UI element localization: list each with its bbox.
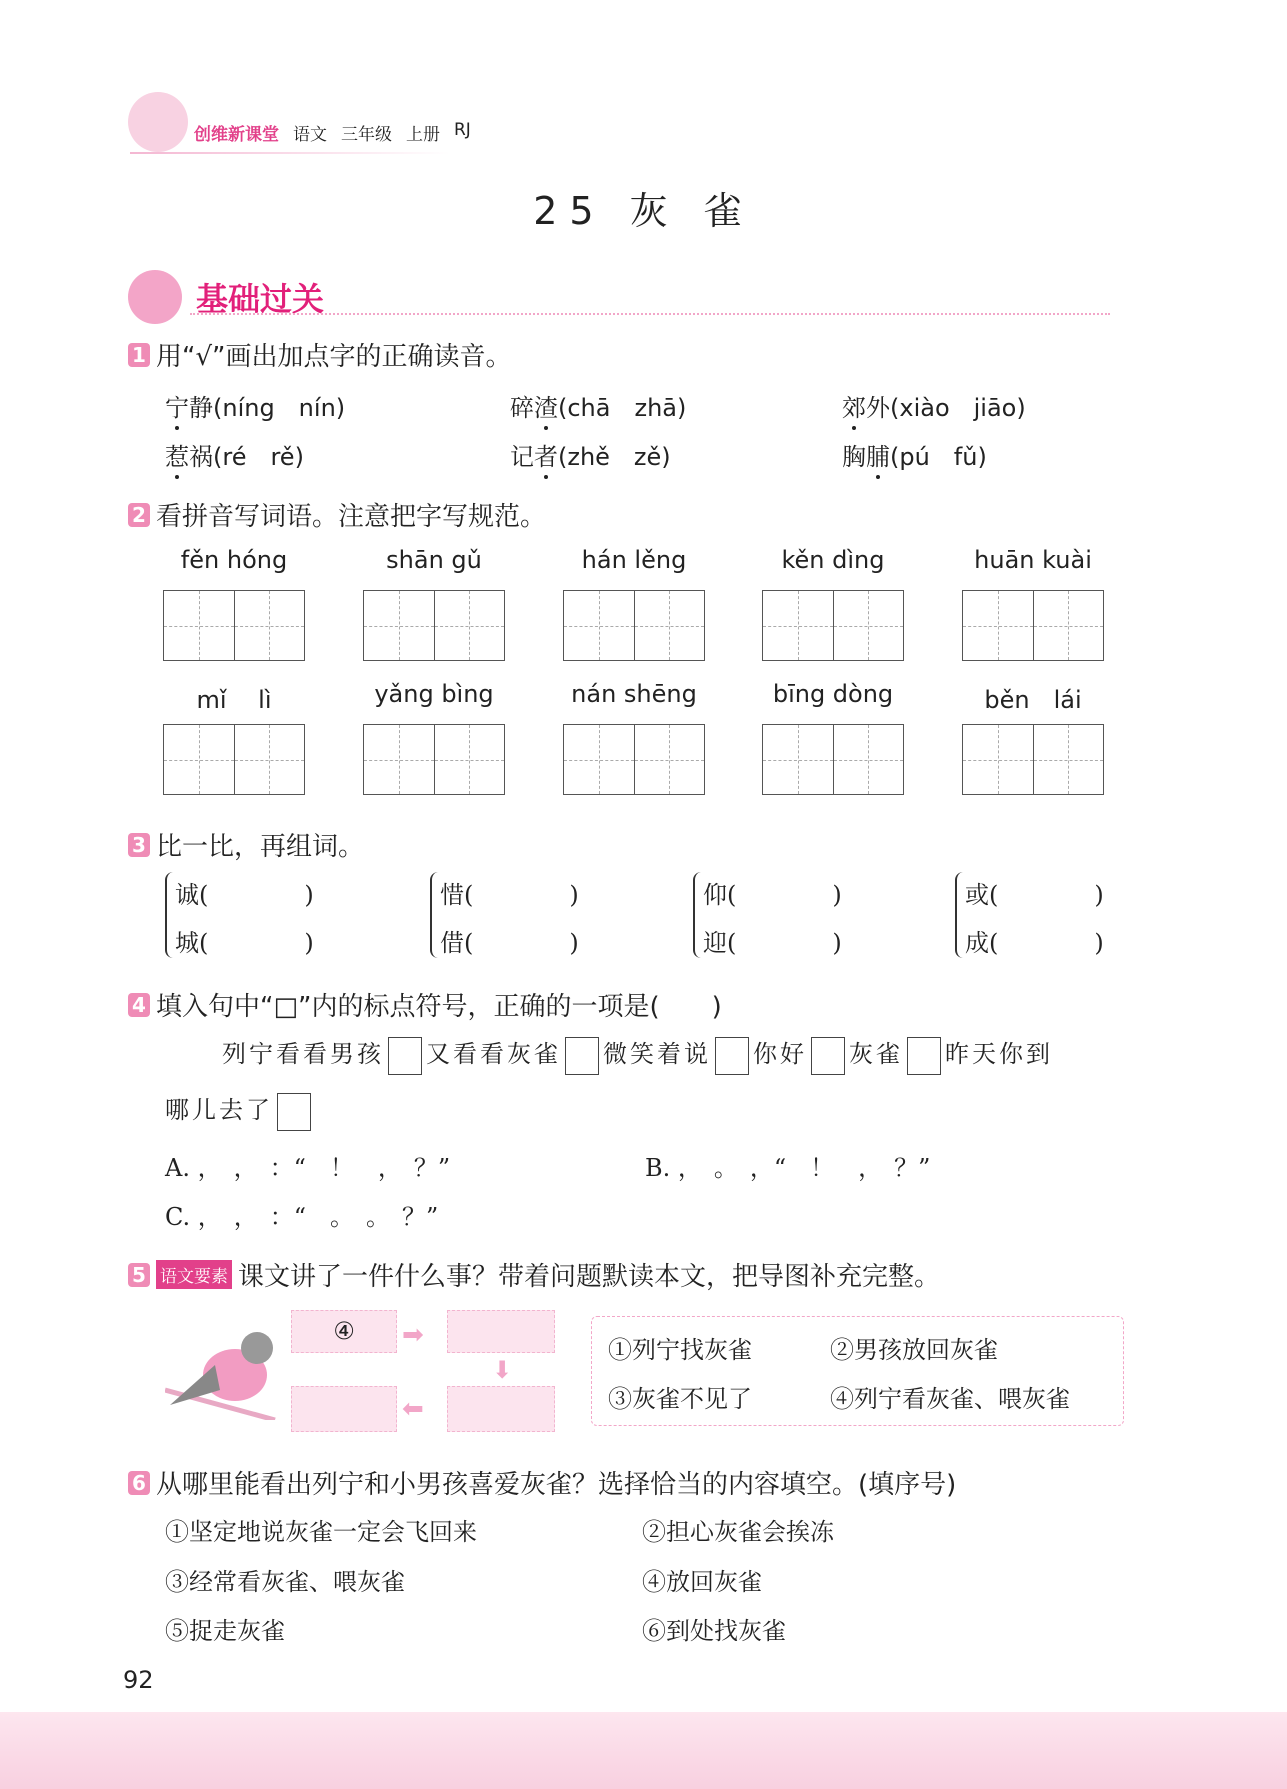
choice-4: ④列宁看灰雀、喂灰雀 — [830, 1385, 1070, 1413]
q4-sentence — [222, 1034, 1053, 1075]
q6-text: 从哪里能看出列宁和小男孩喜爱灰雀？选择恰当的内容填空。(填序号) — [156, 1470, 957, 1500]
reading-item — [842, 437, 987, 472]
page-number: 92 — [123, 1666, 154, 1694]
character: 脯 — [866, 443, 890, 471]
section-header — [128, 270, 324, 324]
grid-cell[interactable] — [635, 591, 705, 660]
writing-grid[interactable] — [762, 724, 904, 795]
pinyin-label: shān gǔ — [386, 546, 482, 574]
option-b[interactable]: B. ， 。 ，“ ！ ， ？” — [645, 1154, 931, 1182]
word — [165, 388, 213, 423]
q3-text: 比一比，再组词。 — [156, 832, 365, 862]
grid-cell[interactable] — [763, 591, 834, 660]
grid-cell[interactable] — [435, 725, 505, 794]
choice-2: ②男孩放回灰雀 — [830, 1336, 998, 1364]
reading-item — [165, 388, 345, 423]
pinyin-label: kěn dìng — [781, 546, 885, 574]
grid-cell[interactable] — [963, 725, 1034, 794]
choice-1: ①列宁找灰雀 — [608, 1336, 752, 1364]
character: 祸 — [189, 443, 213, 471]
q5-tag: 语文要素 — [156, 1260, 232, 1289]
edition: RJ — [454, 120, 471, 140]
pinyin-options[interactable]: (zhě zě) — [558, 443, 671, 471]
q6-choice-2: ②担心灰雀会挨冻 — [642, 1518, 834, 1546]
q3-title — [128, 826, 364, 863]
pinyin-label: nán shēng — [571, 680, 697, 708]
sentence-part: 又看看灰雀 — [426, 1040, 561, 1068]
q1-text: 用“√”画出加点字的正确读音。 — [156, 342, 512, 372]
section-divider — [190, 313, 1110, 315]
word — [510, 388, 558, 423]
blank-box[interactable] — [715, 1037, 749, 1075]
writing-grid[interactable] — [563, 724, 705, 795]
compare-item[interactable]: 或( ) — [965, 881, 1104, 909]
arrow-down-icon: ⬇ — [492, 1356, 513, 1384]
compare-item[interactable]: 城( ) — [175, 929, 314, 957]
header-mascot — [128, 92, 188, 152]
character: 惹 — [165, 443, 189, 471]
q5-number: 5 — [128, 1263, 150, 1287]
word — [510, 437, 558, 472]
arrow-right-icon: ➡ — [402, 1320, 424, 1350]
header-line — [130, 152, 450, 154]
brace-icon — [430, 872, 438, 958]
pinyin-options[interactable]: (chā zhā) — [558, 394, 687, 422]
pinyin-label: huān kuài — [974, 546, 1092, 574]
q3-number: 3 — [128, 833, 150, 857]
grade: 三年级 — [341, 125, 392, 145]
pinyin-label: mǐ lì — [196, 686, 272, 714]
q6-choice-3: ③经常看灰雀、喂灰雀 — [165, 1568, 405, 1596]
word — [842, 388, 890, 423]
grid-cell[interactable] — [834, 725, 904, 794]
bird-illustration — [165, 1320, 280, 1420]
q5-text: 课文讲了一件什么事？带着问题默读本文，把导图补充完整。 — [238, 1262, 941, 1292]
blank-box[interactable] — [565, 1037, 599, 1075]
pinyin-label: fěn hóng — [180, 546, 288, 574]
compare-item[interactable]: 成( ) — [965, 929, 1104, 957]
character: 郊 — [842, 394, 866, 422]
writing-grid[interactable] — [163, 590, 305, 661]
flow-box-3[interactable] — [447, 1386, 555, 1432]
compare-item[interactable]: 诚( ) — [175, 881, 314, 909]
sentence-part: 昨天你到 — [945, 1040, 1053, 1068]
flow-box-2[interactable] — [447, 1310, 555, 1353]
writing-grid[interactable] — [762, 590, 904, 661]
sentence-part: 你好 — [753, 1040, 807, 1068]
reading-item — [510, 437, 671, 472]
grid-cell[interactable] — [1034, 725, 1104, 794]
brace-icon — [165, 872, 173, 958]
pinyin-label: yǎng bìng — [374, 680, 494, 708]
grid-cell[interactable] — [564, 725, 635, 794]
grid-cell[interactable] — [235, 725, 305, 794]
blank-box[interactable] — [388, 1037, 422, 1075]
q6-number: 6 — [128, 1471, 150, 1495]
q4-number: 4 — [128, 993, 150, 1017]
reading-item — [842, 388, 1026, 423]
grid-cell[interactable] — [364, 725, 435, 794]
writing-grid[interactable] — [563, 590, 705, 661]
q2-title — [128, 496, 546, 533]
option-c[interactable]: C. ， ， ：“ 。 。 ？” — [165, 1203, 439, 1231]
character: 渣 — [534, 394, 558, 422]
flow-box-1[interactable]: ④ — [291, 1310, 397, 1353]
character: 胸 — [842, 443, 866, 471]
writing-grid[interactable] — [962, 590, 1104, 661]
footer-band — [0, 1712, 1287, 1789]
sentence-part: 列宁看看男孩 — [222, 1040, 384, 1068]
grid-cell[interactable] — [963, 591, 1034, 660]
character: 记 — [510, 443, 534, 471]
reading-item — [510, 388, 686, 423]
sentence-part: 灰雀 — [849, 1040, 903, 1068]
q5-title — [128, 1256, 940, 1293]
grid-cell[interactable] — [763, 725, 834, 794]
pinyin-label: hán lěng — [581, 546, 687, 574]
pinyin-options[interactable]: (ré rě) — [213, 443, 304, 471]
q6-title — [128, 1464, 956, 1501]
arrow-left-icon: ⬅ — [402, 1394, 424, 1424]
pinyin-label: běn lái — [984, 686, 1082, 714]
grid-cell[interactable] — [635, 725, 705, 794]
character: 外 — [866, 394, 890, 422]
q1-title — [128, 336, 512, 373]
mascot-icon — [128, 270, 182, 324]
q1-number: 1 — [128, 343, 150, 367]
sentence-part: 微笑着说 — [603, 1040, 711, 1068]
pinyin-options[interactable]: (xiào jiāo) — [890, 394, 1026, 422]
writing-grid[interactable] — [363, 590, 505, 661]
grid-cell[interactable] — [364, 591, 435, 660]
grid-cell[interactable] — [564, 591, 635, 660]
compare-item[interactable]: 惜( ) — [440, 881, 579, 909]
compare-item[interactable]: 迎( ) — [703, 929, 842, 957]
grid-cell[interactable] — [435, 591, 505, 660]
blank-box[interactable] — [811, 1037, 845, 1075]
q6-choice-5: ⑤捉走灰雀 — [165, 1617, 285, 1645]
compare-item[interactable]: 借( ) — [440, 929, 579, 957]
pinyin-options[interactable]: (pú fǔ) — [890, 443, 987, 471]
character: 宁 — [165, 394, 189, 422]
character: 静 — [189, 394, 213, 422]
header — [194, 120, 471, 145]
choice-3: ③灰雀不见了 — [608, 1385, 752, 1413]
grid-cell[interactable] — [1034, 591, 1104, 660]
q4-title — [128, 986, 722, 1023]
grid-cell[interactable] — [164, 725, 235, 794]
word — [842, 437, 890, 472]
q4-text: 填入句中“□”内的标点符号，正确的一项是( ) — [156, 992, 722, 1022]
brace-icon — [955, 872, 963, 958]
subject: 语文 — [293, 125, 327, 145]
character: 碎 — [510, 394, 534, 422]
grid-cell[interactable] — [235, 591, 305, 660]
q6-choice-4: ④放回灰雀 — [642, 1568, 762, 1596]
writing-grid[interactable] — [962, 724, 1104, 795]
option-a[interactable]: A. ， ， ：“ ！ ， ？” — [165, 1154, 451, 1182]
blank-box[interactable] — [907, 1037, 941, 1075]
q2-number: 2 — [128, 503, 150, 527]
page-title: 25 灰 雀 — [533, 189, 754, 233]
flow-box-4[interactable] — [291, 1386, 397, 1432]
section-title: 基础过关 — [196, 280, 325, 318]
pinyin-options[interactable]: (níng nín) — [213, 394, 346, 422]
grid-cell[interactable] — [164, 591, 235, 660]
brace-icon — [693, 872, 701, 958]
blank-box[interactable] — [277, 1093, 311, 1131]
volume: 上册 — [406, 125, 440, 145]
q4-sentence-line2 — [165, 1090, 315, 1131]
sentence-part: 哪儿去了 — [165, 1096, 273, 1124]
writing-grid[interactable] — [163, 724, 305, 795]
reading-item — [165, 437, 304, 472]
q6-choice-6: ⑥到处找灰雀 — [642, 1617, 786, 1645]
compare-item[interactable]: 仰( ) — [703, 881, 842, 909]
q2-text: 看拼音写词语。注意把字写规范。 — [156, 502, 547, 532]
grid-cell[interactable] — [834, 591, 904, 660]
brand: 创维新课堂 — [194, 125, 279, 145]
writing-grid[interactable] — [363, 724, 505, 795]
q6-choice-1: ①坚定地说灰雀一定会飞回来 — [165, 1518, 477, 1546]
character: 者 — [534, 443, 558, 471]
pinyin-label: bīng dòng — [772, 680, 894, 708]
word — [165, 437, 213, 472]
